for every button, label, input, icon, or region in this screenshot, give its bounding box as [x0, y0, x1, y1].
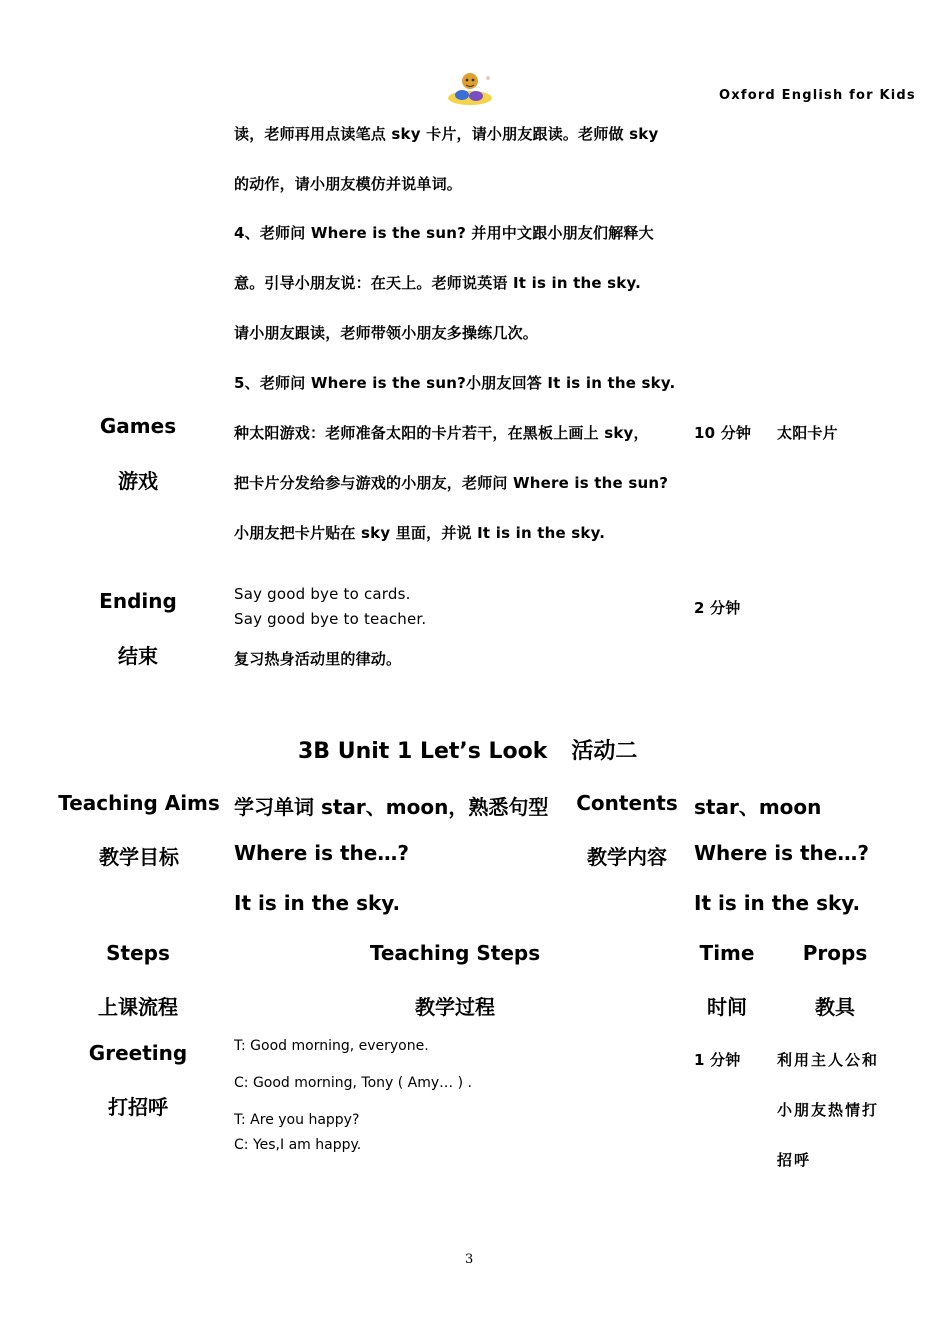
section-title-cn: 活动二: [571, 739, 638, 764]
header-teaching-cn: 教学过程: [415, 995, 495, 1019]
header-time-en: Time: [699, 941, 755, 965]
games-props: 太阳卡片: [777, 424, 838, 442]
greeting-props-line: 小朋友热情打: [777, 1101, 880, 1119]
step-games-cn: 游戏: [118, 469, 158, 493]
contents-label-cn: 教学内容: [587, 845, 667, 869]
aims-line: 学习单词 star、moon，熟悉句型: [234, 795, 549, 819]
header-props-en: Props: [802, 941, 868, 965]
step-ending-cn: 结束: [118, 644, 158, 668]
aims-label-en: Teaching Aims: [58, 791, 220, 815]
header-steps-en: Steps: [106, 941, 170, 965]
ending-line: Say good bye to teacher.: [234, 610, 427, 628]
ending-line: Say good bye to cards.: [234, 585, 411, 603]
contents-label-en: Contents: [576, 791, 678, 815]
header-props-cn: 教具: [815, 995, 855, 1019]
page-number: 3: [465, 1252, 474, 1267]
continued-line: 4、老师问 Where is the sun? 并用中文跟小朋友们解释大: [234, 224, 654, 242]
continued-line: 的动作，请小朋友模仿并说单词。: [234, 175, 463, 193]
aims-label-cn: 教学目标: [99, 845, 179, 869]
brand-title: Oxford English for Kids: [719, 88, 916, 103]
greeting-line: C: Yes,I am happy.: [234, 1137, 362, 1153]
step-greeting-cn: 打招呼: [108, 1095, 168, 1119]
step-ending-en: Ending: [99, 589, 177, 613]
aims-line: It is in the sky.: [234, 891, 401, 915]
contents-line: Where is the…?: [694, 841, 869, 865]
section-title-en: 3B Unit 1 Let’s Look: [298, 739, 548, 764]
games-line: 小朋友把卡片贴在 sky 里面，并说 It is in the sky.: [234, 524, 606, 542]
ending-line: 复习热身活动里的律动。: [234, 650, 402, 668]
ending-time: 2 分钟: [694, 599, 741, 617]
greeting-line: C: Good morning, Tony ( Amy… ) .: [234, 1075, 472, 1091]
games-line: 种太阳游戏：老师准备太阳的卡片若干，在黑板上画上 sky，: [234, 424, 649, 442]
greeting-line: T: Are you happy?: [234, 1112, 360, 1128]
header-time-cn: 时间: [707, 995, 747, 1019]
step-greeting-en: Greeting: [88, 1041, 188, 1065]
continued-line: 5、老师问 Where is the sun?小朋友回答 It is in the sky.: [234, 374, 676, 392]
section-title: [298, 734, 637, 765]
greeting-props-line: 招呼: [777, 1151, 812, 1169]
continued-line: 意。引导小朋友说：在天上。老师说英语 It is in the sky.: [234, 274, 641, 292]
continued-line: 读，老师再用点读笔点 sky 卡片，请小朋友跟读。老师做 sky: [234, 125, 659, 143]
aims-line: Where is the…?: [234, 841, 409, 865]
continued-line: 请小朋友跟读，老师带领小朋友多操练几次。: [234, 324, 539, 342]
header-steps-cn: 上课流程: [98, 995, 178, 1019]
step-games-en: Games: [99, 414, 177, 438]
contents-line: star、moon: [694, 795, 822, 819]
mascot-logo-icon: [444, 68, 496, 106]
greeting-props-line: 利用主人公和: [777, 1051, 880, 1069]
greeting-time: 1 分钟: [694, 1051, 741, 1069]
games-time: 10 分钟: [694, 424, 752, 442]
header-teaching-en: Teaching Steps: [369, 941, 541, 965]
contents-line: It is in the sky.: [694, 891, 861, 915]
greeting-line: T: Good morning, everyone.: [234, 1038, 429, 1054]
games-line: 把卡片分发给参与游戏的小朋友，老师问 Where is the sun?: [234, 474, 669, 492]
